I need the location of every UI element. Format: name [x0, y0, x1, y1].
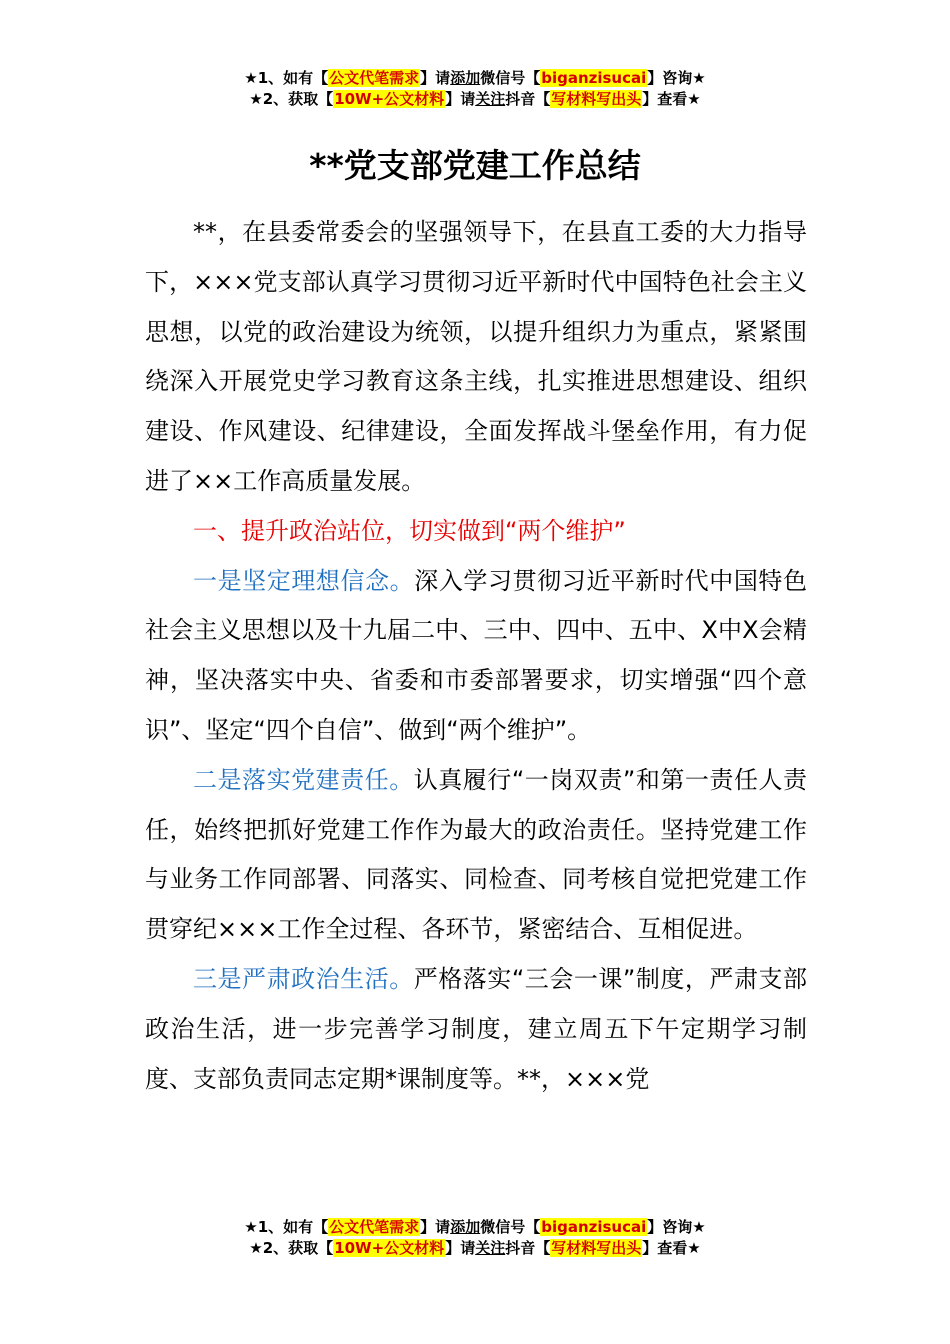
banner-text: ★2、获取【	[249, 1239, 334, 1257]
document-body	[145, 208, 807, 1104]
item-paragraph	[145, 955, 807, 1104]
underlined-text: 添加	[450, 1218, 481, 1236]
item-lead: 三是严肃政治生活。	[193, 964, 414, 993]
highlight-text: 公文代笔需求	[329, 1218, 420, 1236]
banner-line-1	[0, 68, 950, 89]
highlight-text: 10W+公文材料	[334, 1239, 445, 1257]
banner-text: 】请	[420, 69, 451, 87]
banner-text: 】咨询★	[647, 69, 706, 87]
banner-text: 】查看★	[642, 90, 701, 108]
douyin-id: 写材料写出头	[551, 90, 642, 108]
banner-line-2	[0, 1238, 950, 1259]
wechat-id: biganzisucai	[541, 1218, 647, 1236]
item-lead: 一是坚定理想信念。	[193, 566, 415, 595]
banner-text: 抖音【	[505, 1239, 551, 1257]
banner-text: 微信号【	[480, 1218, 541, 1236]
item-paragraph	[145, 756, 807, 955]
underlined-text: 添加	[450, 69, 481, 87]
wechat-id: biganzisucai	[541, 69, 647, 87]
highlight-text: 公文代笔需求	[329, 69, 420, 87]
item-text: 严格落实“三会一课”制度，严肃支部政治生活，进一步完善学习制度，建立周五下午定期学习制度、支部负责同志定期*课制度等。**，×××党	[145, 964, 808, 1093]
banner-text: ★1、如有【	[244, 1218, 329, 1236]
banner-text: ★1、如有【	[244, 69, 329, 87]
banner-text: 】请	[445, 1239, 476, 1257]
footer-banner	[0, 1217, 950, 1259]
banner-text: 抖音【	[505, 90, 551, 108]
banner-text: 】查看★	[642, 1239, 701, 1257]
banner-text: 】请	[445, 90, 476, 108]
item-text: 深入学习贯彻习近平新时代中国特色社会主义思想以及十九届二中、三中、四中、五中、X中X会精神，坚决落实中央、省委和市委部署要求，切实增强“四个意识”、坚定“四个自信”、做到“两个维护”。	[145, 566, 807, 744]
banner-line-2	[0, 89, 950, 110]
header-banner	[0, 68, 950, 110]
section-heading: 一、提升政治站位，切实做到“两个维护”	[193, 516, 626, 545]
item-paragraph	[145, 557, 807, 756]
banner-text: 】请	[420, 1218, 451, 1236]
douyin-id: 写材料写出头	[551, 1239, 642, 1257]
highlight-text: 10W+公文材料	[334, 90, 445, 108]
item-lead: 二是落实党建责任。	[193, 765, 414, 794]
banner-line-1	[0, 1217, 950, 1238]
underlined-text: 关注	[475, 1239, 506, 1257]
item-text: 认真履行“一岗双责”和第一责任人责任，始终把抓好党建工作作为最大的政治责任。坚持党建工作与业务工作同部署、同落实、同检查、同考核自觉把党建工作贯穿纪×××工作全过程、各环节，紧密结合、互相促进。	[145, 765, 808, 944]
banner-text: 】咨询★	[647, 1218, 706, 1236]
intro-paragraph: **，在县委常委会的坚强领导下，在县直工委的大力指导下，×××党支部认真学习贯彻习近平新时代中国特色社会主义思想，以党的政治建设为统领，以提升组织力为重点，紧紧围绕深入开展党史学习教育这条主线，扎实推进思想建设、组织建设、作风建设、纪律建设，全面发挥战斗堡垒作用，有力促进了××工作高质量发展。	[145, 218, 807, 495]
banner-text: ★2、获取【	[249, 90, 334, 108]
underlined-text: 关注	[475, 90, 506, 108]
banner-text: 微信号【	[480, 69, 541, 87]
document-title: **党支部党建工作总结	[309, 146, 641, 185]
